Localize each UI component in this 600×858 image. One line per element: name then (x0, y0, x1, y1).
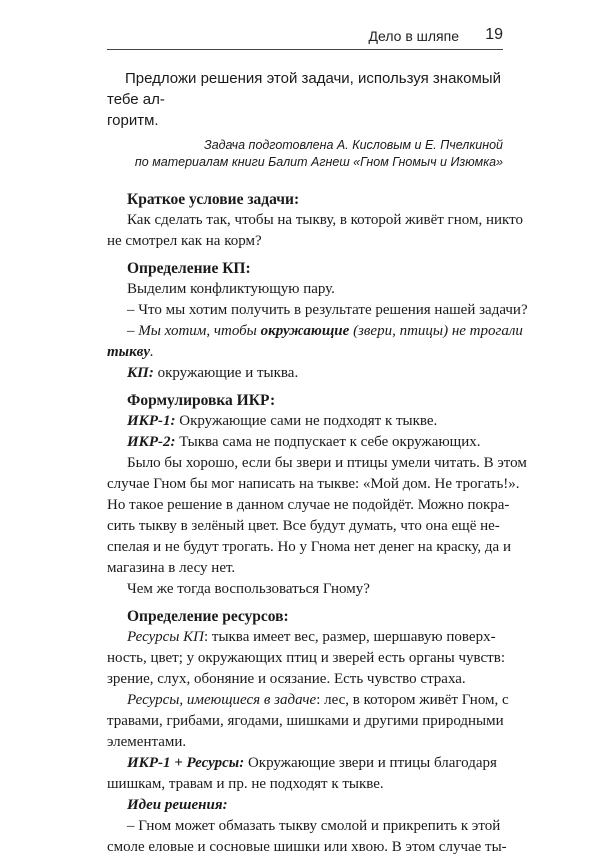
text-line: Но такое решение в данном случае не подойдёт. Можно покра- (107, 497, 510, 513)
header-title: Дело в шляпе (368, 28, 459, 44)
emphasis: окружающие (260, 323, 350, 339)
text-line (107, 432, 503, 453)
text-fragment: Окружающие звери и птицы благодаря (244, 755, 497, 771)
text-fragment: (звери, птицы) не трогали (349, 323, 523, 339)
text-fragment: – Мы хотим, чтобы (127, 323, 261, 339)
section-heading-resources: Определение ресурсов: (127, 608, 289, 625)
text-line: шишкам, травам и пр. не подходят к тыкве. (107, 776, 384, 792)
text-line (107, 321, 523, 342)
text-line: Выделим конфликтующую пару. (127, 281, 335, 297)
text-fragment: окружающие и тыква. (153, 365, 299, 381)
text-line: сить тыкву в зелёный цвет. Все будут думать, что она ещё не- (107, 518, 500, 534)
section-heading-ikr: Формулировка ИКР: (127, 392, 276, 409)
text-line: травами, грибами, ягодами, шишками и другими природными (107, 713, 504, 729)
text-line: зрение, слух, обоняние и осязание. Есть чувство страха. (107, 671, 466, 687)
term-label: ИКР-1 + Ресурсы: (127, 755, 245, 771)
text-line (107, 753, 503, 774)
text-line: магазина в лесу нет. (107, 560, 236, 576)
text-line: – Гном может обмазать тыкву смолой и прикрепить к этой (127, 818, 501, 834)
text-line: элементами. (107, 734, 187, 750)
text-line: ность, цвет; у окружающих птиц и зверей есть органы чувств: (107, 650, 505, 666)
text-fragment: Тыква сама не подпускает к себе окружающих. (175, 434, 481, 450)
section-heading-kp: Определение КП: (127, 260, 251, 277)
page-number: 19 (485, 26, 503, 43)
page-content (107, 68, 528, 858)
credit-note (107, 137, 503, 171)
text-fragment: : тыква имеет вес, размер, шершавую поверх- (203, 629, 496, 645)
term-label: Ресурсы КП (127, 629, 204, 645)
intro-paragraph (107, 68, 503, 131)
text-fragment: Окружающие сами не подходят к тыкве. (175, 413, 438, 429)
text-line: не смотрел как на корм? (107, 233, 262, 249)
credit-line: по материалам книги Балит Агнеш «Гном Гномыч и Изюмка» (134, 155, 503, 169)
text-line: Как сделать так, чтобы на тыкву, в которой живёт гном, никто (127, 212, 523, 228)
section-heading-ideas: Идеи решения: (127, 797, 228, 813)
running-header (107, 24, 503, 50)
text-line: смоле еловые и сосновые шишки или хвою. В этом случае ты- (107, 839, 507, 855)
section-heading-brief: Краткое условие задачи: (127, 191, 300, 208)
text-fragment: : лес, в котором живёт Гном, с (316, 692, 509, 708)
intro-line: Предложи решения этой задачи, используя знакомый тебе ал- (107, 70, 501, 108)
text-line: Было бы хорошо, если бы звери и птицы умели читать. В этом (127, 455, 527, 471)
intro-line: горитм. (107, 112, 159, 129)
text-line: спелая и не будут трогать. Но у Гнома нет денег на краску, да и (107, 539, 511, 555)
body-text (107, 189, 528, 858)
header-rule (107, 49, 503, 50)
term-label: КП: (127, 365, 154, 381)
text-line (107, 690, 509, 711)
term-label: Ресурсы, имеющиеся в задаче (127, 692, 317, 708)
term-label: ИКР-2: (127, 434, 176, 450)
emphasis: тыкву (107, 344, 151, 360)
text-line (107, 342, 503, 363)
text-line (107, 363, 503, 384)
credit-line: Задача подготовлена А. Кисловым и Е. Пчелкиной (204, 138, 503, 152)
term-label: ИКР-1: (127, 413, 176, 429)
text-line: – Что мы хотим получить в результате решения нашей задачи? (127, 302, 528, 318)
text-fragment: . (150, 344, 154, 360)
text-line: Чем же тогда воспользоваться Гному? (127, 581, 370, 597)
text-line: случае Гном бы мог написать на тыкве: «Мой дом. Не трогать!». (107, 476, 520, 492)
text-line (107, 627, 503, 648)
text-line (107, 411, 503, 432)
